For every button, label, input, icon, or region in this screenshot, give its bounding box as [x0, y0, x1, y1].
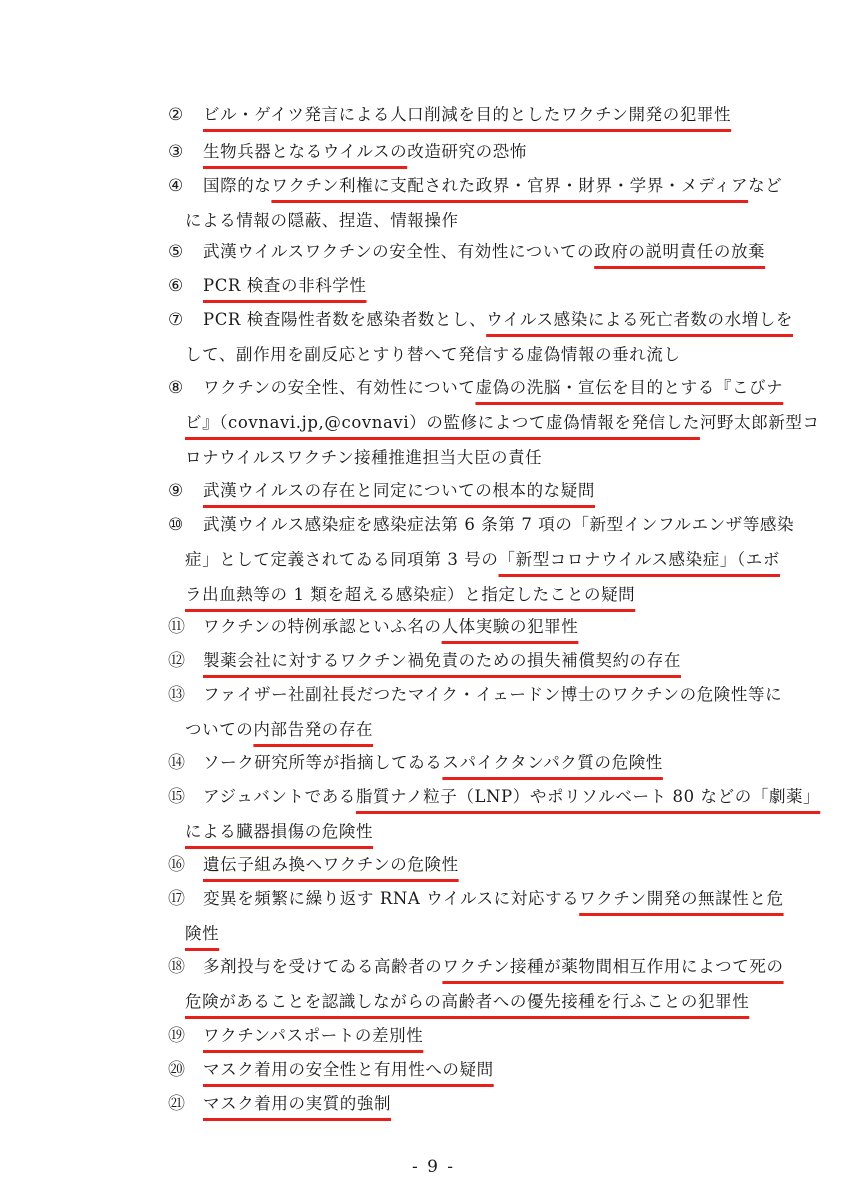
list-item-text	[185, 206, 459, 236]
list-item-text	[203, 100, 731, 130]
list-item	[168, 137, 808, 172]
underlined-text-segment: マスク着用の安全性と有用性への疑問	[203, 1060, 494, 1079]
text-segment: など	[748, 176, 783, 195]
list-item-number: ⑲	[168, 1026, 185, 1046]
list-item-line	[168, 340, 808, 375]
list-item	[168, 612, 808, 647]
list-item-text	[185, 545, 780, 575]
list-item-text	[203, 952, 784, 982]
list-item-text	[185, 340, 681, 370]
list-item-number: ⑮	[168, 787, 185, 807]
list-item-line	[168, 782, 821, 817]
list-item-line	[168, 580, 808, 615]
list-item-number: ⑨	[168, 481, 184, 501]
list-item-line	[168, 817, 808, 852]
list-item-line	[168, 646, 808, 681]
list-item-number: ⑭	[168, 753, 185, 773]
list-item-text	[203, 137, 527, 167]
list-item-line	[168, 408, 820, 443]
underlined-text-segment: ワクチンパスポートの差別性	[203, 1026, 424, 1045]
underlined-text-segment: ビル・ゲイツ発言による人口削減を目的としたワクチン開発の犯罪性	[203, 105, 732, 124]
list-item-line	[168, 510, 808, 545]
list-item-text	[203, 305, 793, 335]
list-item	[168, 1055, 808, 1090]
underlined-text-segment: 政府の説明責任の放棄	[594, 242, 766, 261]
text-segment: 国際的な	[203, 176, 272, 195]
underlined-text-segment: 武漢ウイルスの存在と同定についての根本的な疑問	[203, 481, 595, 500]
list-item-text	[203, 271, 367, 301]
underlined-text-segment: による臓器損傷の危険性	[185, 822, 374, 841]
list-item-number: ⑤	[168, 242, 184, 262]
list-item-text	[203, 171, 782, 201]
underlined-text-segment: ウイルス感染による死亡者数の水増しを	[486, 310, 794, 329]
underlined-text-segment: ワクチン接種が薬物間相互作用によつて死の	[442, 957, 784, 976]
text-segment: 変異を頻繁に繰り返す RNA ウイルスに対応する	[203, 889, 580, 908]
list-item-text	[203, 373, 783, 403]
list-item-line	[168, 476, 808, 511]
list-item-number: ③	[168, 142, 184, 162]
underlined-text-segment: 製薬会社に対するワクチン禍免責のための損失補償契約の存在	[203, 651, 681, 670]
underlined-text-segment: 人体実験の犯罪性	[441, 617, 579, 636]
list-item-line	[168, 443, 808, 478]
list-item-text	[203, 237, 765, 267]
list-item-number: ⑰	[168, 889, 185, 909]
text-segment: による情報の隠蔽、捏造、情報操作	[185, 211, 459, 230]
text-segment: ついての	[185, 720, 254, 739]
list-item-text	[185, 580, 635, 610]
list-item-text	[203, 1021, 423, 1051]
underlined-text-segment: マスク着用の実質的強制	[203, 1094, 392, 1113]
list-item	[168, 476, 808, 511]
list-item-text	[203, 782, 820, 812]
list-item-line	[168, 748, 808, 783]
list-item-line	[168, 1089, 808, 1124]
text-segment: ソーク研究所等が指摘してゐる	[203, 753, 443, 772]
text-segment: 河野太郎新型コ	[699, 413, 820, 432]
list-item	[168, 952, 808, 1022]
list-item	[168, 510, 808, 615]
list-item-text	[203, 1089, 391, 1119]
text-segment: 多剤投与を受けてゐる高齢者の	[203, 957, 443, 976]
underlined-text-segment: スパイクタンパク質の危険性	[442, 753, 663, 772]
list-item-line	[168, 952, 808, 987]
list-item-line	[168, 305, 808, 340]
list-item-line	[168, 919, 808, 954]
list-item-line	[168, 884, 808, 919]
list-item-number: ㉑	[168, 1094, 185, 1114]
text-segment: PCR 検査陽性者数を感染者数とし、	[203, 310, 487, 329]
text-segment: 症」として定義されてゐる同項第 3 号の	[185, 550, 499, 569]
list-item-text	[203, 646, 681, 676]
list-item-line	[168, 715, 808, 750]
list-item	[168, 237, 808, 272]
list-item	[168, 1021, 808, 1056]
list-item	[168, 646, 808, 681]
list-item-text	[203, 680, 782, 710]
underlined-text-segment: 遺伝子組み換へワクチンの危険性	[203, 855, 459, 874]
text-segment: 改造研究の恐怖	[407, 142, 527, 161]
list-item-number: ⑳	[168, 1060, 185, 1080]
list-item-line	[168, 206, 808, 241]
underlined-text-segment: 危険があることを認識しながらの高齢者への優先接種を行ふことの犯罪性	[185, 992, 750, 1011]
list-item-number: ⑱	[168, 957, 185, 977]
list-item-line	[168, 987, 808, 1022]
list-item-line	[168, 271, 808, 306]
list-item-text	[185, 987, 749, 1017]
list-item-text	[203, 850, 459, 880]
list-item-text	[203, 1055, 494, 1085]
list-item	[168, 373, 820, 478]
list-item	[168, 850, 808, 885]
underlined-text-segment: ビ』（covnavi.jp,@covnavi）の監修によつて虚偽情報を発信した	[185, 413, 700, 432]
list-item	[168, 782, 821, 852]
list-item-text	[185, 408, 820, 438]
list-item-number: ④	[168, 176, 184, 196]
text-segment: して、副作用を副反応とすり替へて発信する虚偽情報の垂れ流し	[185, 345, 681, 364]
list-item	[168, 305, 808, 375]
underlined-text-segment: 険性	[185, 924, 220, 943]
list-item-number: ⑦	[168, 310, 184, 330]
list-item-line	[168, 612, 808, 647]
list-item	[168, 171, 808, 241]
list-item-text	[203, 510, 794, 540]
list-item-number: ②	[168, 105, 184, 125]
list-item-number: ⑯	[168, 855, 185, 875]
underlined-text-segment: PCR 検査の非科学性	[203, 276, 367, 295]
list-item-line	[168, 171, 808, 206]
list-item-text	[203, 476, 595, 506]
list-item-line	[168, 137, 808, 172]
list-item-line	[168, 850, 808, 885]
text-segment: ワクチンの特例承認といふ名の	[203, 617, 442, 636]
list-item-number: ⑫	[168, 651, 185, 671]
list-item-number: ⑬	[168, 685, 185, 705]
list-item	[168, 748, 808, 783]
text-segment: 武漢ウイルス感染症を感染症法第 6 条第 7 項の「新型インフルエンザ等感染	[203, 515, 795, 534]
underlined-text-segment: ワクチン利権に支配された政界・官界・財界・学界・メディア	[271, 176, 749, 195]
list-item	[168, 884, 808, 954]
text-segment: 武漢ウイルスワクチンの安全性、有効性についての	[203, 242, 595, 261]
text-segment: ワクチンの安全性、有効性について	[203, 378, 476, 397]
list-item	[168, 680, 808, 750]
text-segment: ロナウイルスワクチン接種推進担当大臣の責任	[185, 448, 543, 467]
list-item	[168, 271, 808, 306]
list-item-text	[203, 748, 663, 778]
underlined-text-segment: 生物兵器となるウイルスの	[203, 142, 408, 161]
text-segment: ファイザー社副社長だつたマイク・イェードン博士のワクチンの危険性等に	[203, 685, 783, 704]
list-item-text	[185, 715, 373, 745]
list-item-line	[168, 1055, 808, 1090]
list-item-number: ⑧	[168, 378, 184, 398]
list-item-text	[203, 612, 578, 642]
list-item-line	[168, 545, 808, 580]
underlined-text-segment: 「新型コロナウイルス感染症」（エボ	[498, 550, 780, 569]
list-item-number: ⑩	[168, 515, 184, 535]
list-item-number: ⑥	[168, 276, 184, 296]
list-item-line	[168, 373, 808, 408]
underlined-text-segment: 虚偽の洗脳・宣伝を目的とする『こびナ	[475, 378, 784, 397]
underlined-text-segment: ラ出血熱等の 1 類を超える感染症）と指定したことの疑問	[185, 585, 636, 604]
list-item-line	[168, 1021, 808, 1056]
underlined-text-segment: 内部告発の存在	[253, 720, 374, 739]
list-item-text	[185, 919, 219, 949]
list-item	[168, 100, 808, 135]
underlined-text-segment: ワクチン開発の無謀性と危	[579, 889, 784, 908]
text-segment: アジュバントである	[203, 787, 356, 806]
list-item-line	[168, 680, 808, 715]
list-item-text	[185, 443, 542, 473]
list-item-text	[203, 884, 784, 914]
list-item-line	[168, 237, 808, 272]
list-item	[168, 1089, 808, 1124]
list-item-line	[168, 100, 808, 135]
list-item-text	[185, 817, 373, 847]
page-number: - 9 -	[411, 1157, 456, 1177]
underlined-text-segment: 脂質ナノ粒子（LNP）やポリソルベート 80 などの「劇薬」	[355, 787, 821, 806]
list-item-number: ⑪	[168, 617, 185, 637]
